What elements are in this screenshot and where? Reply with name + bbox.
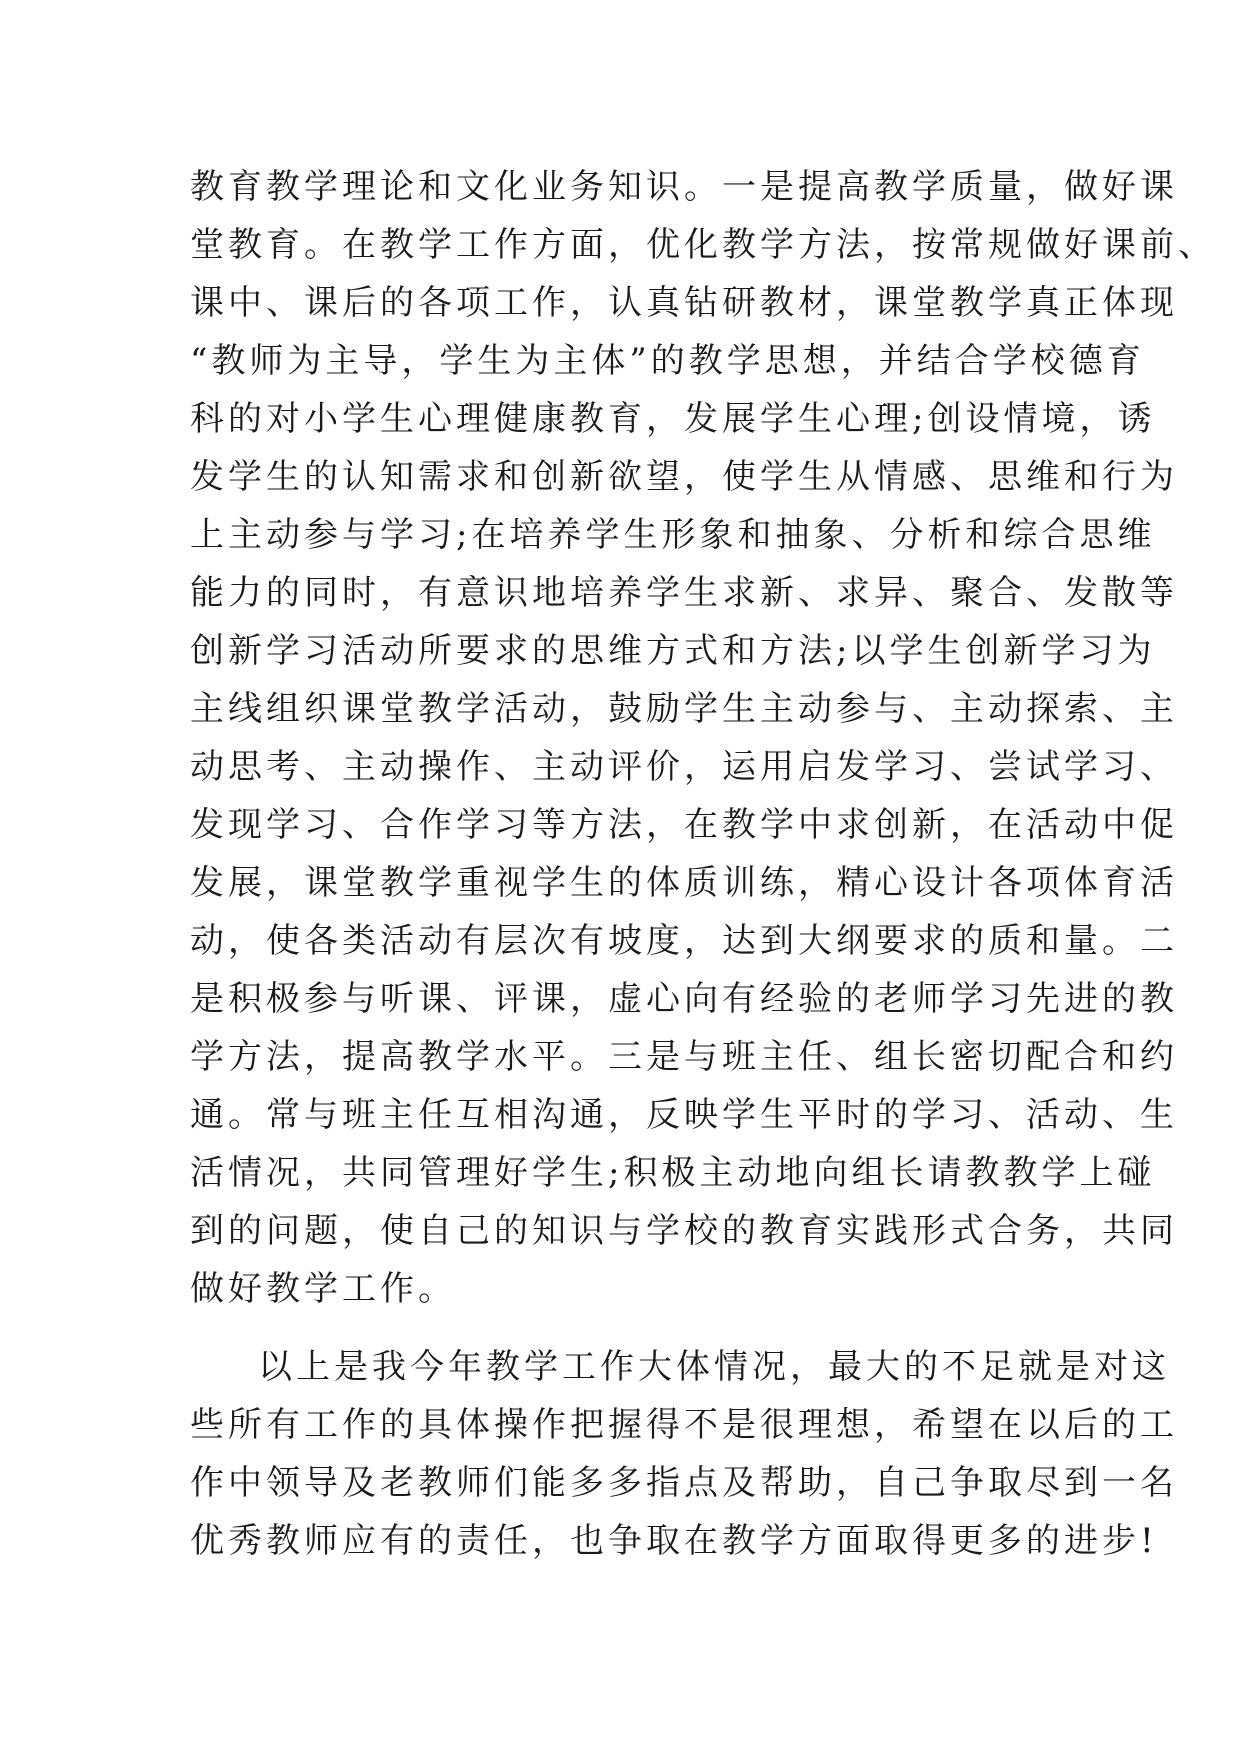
paragraph-line: 优秀教师应有的责任，也争取在教学方面取得更多的进步! bbox=[190, 1521, 1158, 1561]
paragraph-line: 到的问题，使自己的知识与学校的教育实践形式合务，共同 bbox=[190, 1211, 1178, 1251]
paragraph-line: 课中、课后的各项工作，认真钻研教材，课堂教学真正体现 bbox=[190, 283, 1178, 323]
paragraph-line: 些所有工作的具体操作把握得不是很理想，希望在以后的工 bbox=[190, 1405, 1178, 1445]
paragraph-line: 做好教学工作。 bbox=[190, 1269, 456, 1309]
paragraph-line: 能力的同时，有意识地培养学生求新、求异、聚合、发散等 bbox=[190, 573, 1178, 613]
paragraph-line: 作中领导及老教师们能多多指点及帮助，自己争取尽到一名 bbox=[190, 1463, 1178, 1503]
paragraph-line: 发展，课堂教学重视学生的体质训练，精心设计各项体育活 bbox=[190, 863, 1178, 903]
paragraph-1 bbox=[190, 158, 1216, 1318]
paragraph-line: 动思考、主动操作、主动评价，运用启发学习、尝试学习、 bbox=[190, 747, 1178, 787]
paragraph-line: 教育教学理论和文化业务知识。一是提高教学质量，做好课 bbox=[190, 167, 1178, 207]
paragraph-line: 上主动参与学习;在培养学生形象和抽象、分析和综合思维 bbox=[190, 515, 1156, 555]
paragraph-line: “教师为主导，学生为主体”的教学思想，并结合学校德育 bbox=[190, 341, 1145, 381]
paragraph-line: 是积极参与听课、评课，虚心向有经验的老师学习先进的教 bbox=[190, 979, 1178, 1019]
paragraph-line: 发学生的认知需求和创新欲望，使学生从情感、思维和行为 bbox=[190, 457, 1178, 497]
paragraph-2 bbox=[190, 1338, 1178, 1570]
paragraph-line: 动，使各类活动有层次有坡度，达到大纲要求的质和量。二 bbox=[190, 921, 1178, 961]
paragraph-line: 创新学习活动所要求的思维方式和方法;以学生创新学习为 bbox=[190, 631, 1156, 671]
paragraph-line: 主线组织课堂教学活动，鼓励学生主动参与、主动探索、主 bbox=[190, 689, 1178, 729]
paragraph-line: 学方法，提高教学水平。三是与班主任、组长密切配合和约 bbox=[190, 1037, 1178, 1077]
paragraph-line: 以上是我今年教学工作大体情况，最大的不足就是对这 bbox=[258, 1347, 1170, 1387]
document-body bbox=[190, 158, 1216, 1570]
paragraph-line: 通。常与班主任互相沟通，反映学生平时的学习、活动、生 bbox=[190, 1095, 1178, 1135]
paragraph-gap bbox=[190, 1318, 1060, 1338]
paragraph-line: 活情况，共同管理好学生;积极主动地向组长请教教学上碰 bbox=[190, 1153, 1156, 1193]
paragraph-line: 科的对小学生心理健康教育，发展学生心理;创设情境，诱 bbox=[190, 399, 1156, 439]
paragraph-line: 堂教育。在教学工作方面，优化教学方法，按常规做好课前、 bbox=[190, 225, 1216, 265]
paragraph-line: 发现学习、合作学习等方法，在教学中求创新，在活动中促 bbox=[190, 805, 1178, 845]
